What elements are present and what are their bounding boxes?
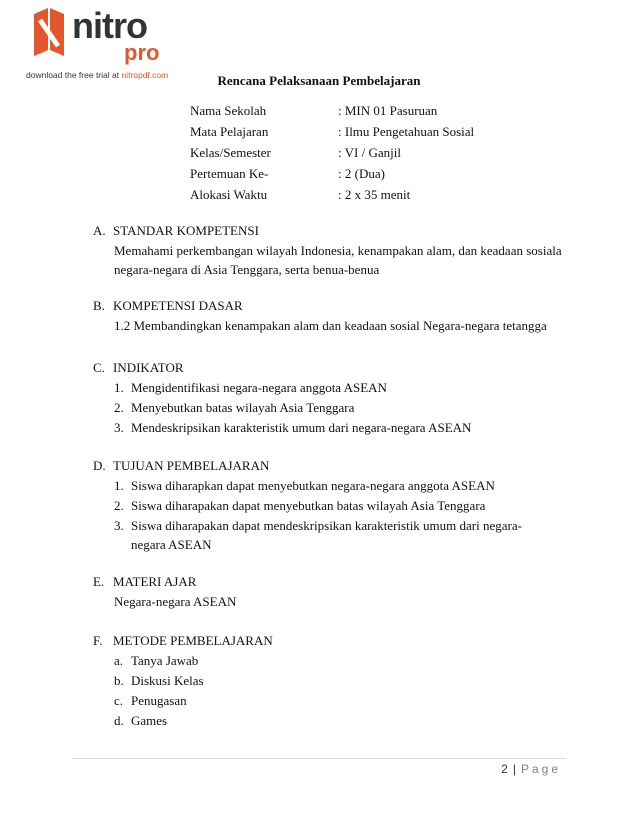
list-item-text: Menyebutkan batas wilayah Asia Tenggara [131, 400, 355, 415]
section-letter: A. [93, 223, 106, 238]
info-label: Kelas/Semester [190, 145, 271, 160]
section-title: KOMPETENSI DASAR [113, 298, 243, 313]
section-list [93, 476, 563, 554]
section-heading [93, 296, 563, 316]
logo-product-text: pro [124, 40, 160, 65]
info-table [190, 100, 474, 205]
info-row [190, 100, 474, 121]
info-value: : 2 x 35 menit [338, 187, 411, 202]
info-label: Pertemuan Ke- [190, 166, 269, 181]
page-label: Page [520, 762, 561, 776]
list-item [114, 378, 563, 398]
section-title: INDIKATOR [113, 360, 184, 375]
section-letter: E. [93, 574, 105, 589]
logo-brand-text: nitro [72, 5, 147, 46]
section-heading [93, 631, 563, 651]
section-metode-pembelajaran [93, 631, 563, 731]
section-letter: F. [93, 633, 103, 648]
info-value: : 2 (Dua) [338, 166, 385, 181]
list-item-number: c. [114, 693, 124, 708]
list-item-number: 3. [114, 518, 124, 533]
list-item-text: Mendeskripsikan karakteristik umum dari negara-negara ASEAN [131, 420, 472, 435]
info-row [190, 121, 474, 142]
section-body: 1.2 Membandingkan kenampakan alam dan keadaan sosial Negara-negara tetangga [114, 318, 547, 333]
section-heading [93, 358, 563, 378]
page-number: 2 [501, 762, 508, 776]
list-item [114, 496, 563, 516]
list-item-number: 2. [114, 400, 124, 415]
section-indikator [93, 358, 563, 438]
list-item [114, 691, 563, 711]
list-item-text: Siswa diharapakan dapat mendeskripsikan karakteristik umum dari negara-negara ASEAN [131, 518, 522, 552]
logo-tagline-prefix: download the free trial at [26, 70, 122, 80]
footer-separator: | [512, 762, 516, 776]
list-item-text: Games [131, 713, 168, 728]
section-materi-ajar [93, 572, 563, 611]
list-item-text: Siswa diharapkan dapat menyebutkan negara-negara anggota ASEAN [131, 478, 495, 493]
list-item-number: 1. [114, 380, 124, 395]
section-standar-kompetensi [93, 221, 563, 279]
section-title: STANDAR KOMPETENSI [113, 223, 259, 238]
list-item-text: Tanya Jawab [131, 653, 199, 668]
list-item-number: d. [114, 713, 124, 728]
section-title: TUJUAN PEMBELAJARAN [113, 458, 270, 473]
list-item-text: Siswa diharapakan dapat menyebutkan batas wilayah Asia Tenggara [131, 498, 486, 513]
info-label: Alokasi Waktu [190, 187, 268, 202]
nitro-logo-icon [28, 6, 68, 60]
list-item-number: 3. [114, 420, 124, 435]
section-letter: B. [93, 298, 105, 313]
page-footer [501, 762, 561, 776]
list-item [114, 671, 563, 691]
section-title: METODE PEMBELAJARAN [113, 633, 273, 648]
section-heading [93, 572, 563, 592]
section-tujuan-pembelajaran [93, 456, 563, 554]
section-heading [93, 456, 563, 476]
list-item [114, 398, 563, 418]
list-item [114, 516, 563, 554]
list-item-text: Diskusi Kelas [131, 673, 204, 688]
section-kompetensi-dasar [93, 296, 563, 335]
list-item-text: Mengidentifikasi negara-negara anggota ASEAN [131, 380, 387, 395]
info-value: : VI / Ganjil [338, 145, 401, 160]
info-value: : MIN 01 Pasuruan [338, 103, 438, 118]
list-item-number: 1. [114, 478, 124, 493]
section-list [93, 651, 563, 731]
list-item-text: Penugasan [131, 693, 187, 708]
section-title: MATERI AJAR [113, 574, 197, 589]
list-item-number: a. [114, 653, 124, 668]
list-item [114, 476, 563, 496]
nitro-pro-logo [24, 4, 174, 84]
info-value: : Ilmu Pengetahuan Sosial [338, 124, 475, 139]
footer-divider [72, 758, 566, 759]
list-item [114, 711, 563, 731]
list-item [114, 651, 563, 671]
section-body: Negara-negara ASEAN [114, 594, 237, 609]
document-title: Rencana Pelaksanaan Pembelajaran [217, 73, 421, 88]
info-row [190, 142, 474, 163]
section-body: Memahami perkembangan wilayah Indonesia, kenampakan alam, dan keadaan sosiala negara-negara di Asia Tenggara, serta benua-benua [114, 243, 562, 277]
info-row [190, 184, 474, 205]
list-item [114, 418, 563, 438]
list-item-number: 2. [114, 498, 124, 513]
info-label: Nama Sekolah [190, 103, 267, 118]
section-list [93, 378, 563, 438]
section-letter: C. [93, 360, 105, 375]
info-row [190, 163, 474, 184]
section-letter: D. [93, 458, 106, 473]
logo-tagline-link[interactable]: nitropdf.com [121, 70, 169, 80]
info-label: Mata Pelajaran [190, 124, 269, 139]
list-item-number: b. [114, 673, 124, 688]
section-heading [93, 221, 563, 241]
